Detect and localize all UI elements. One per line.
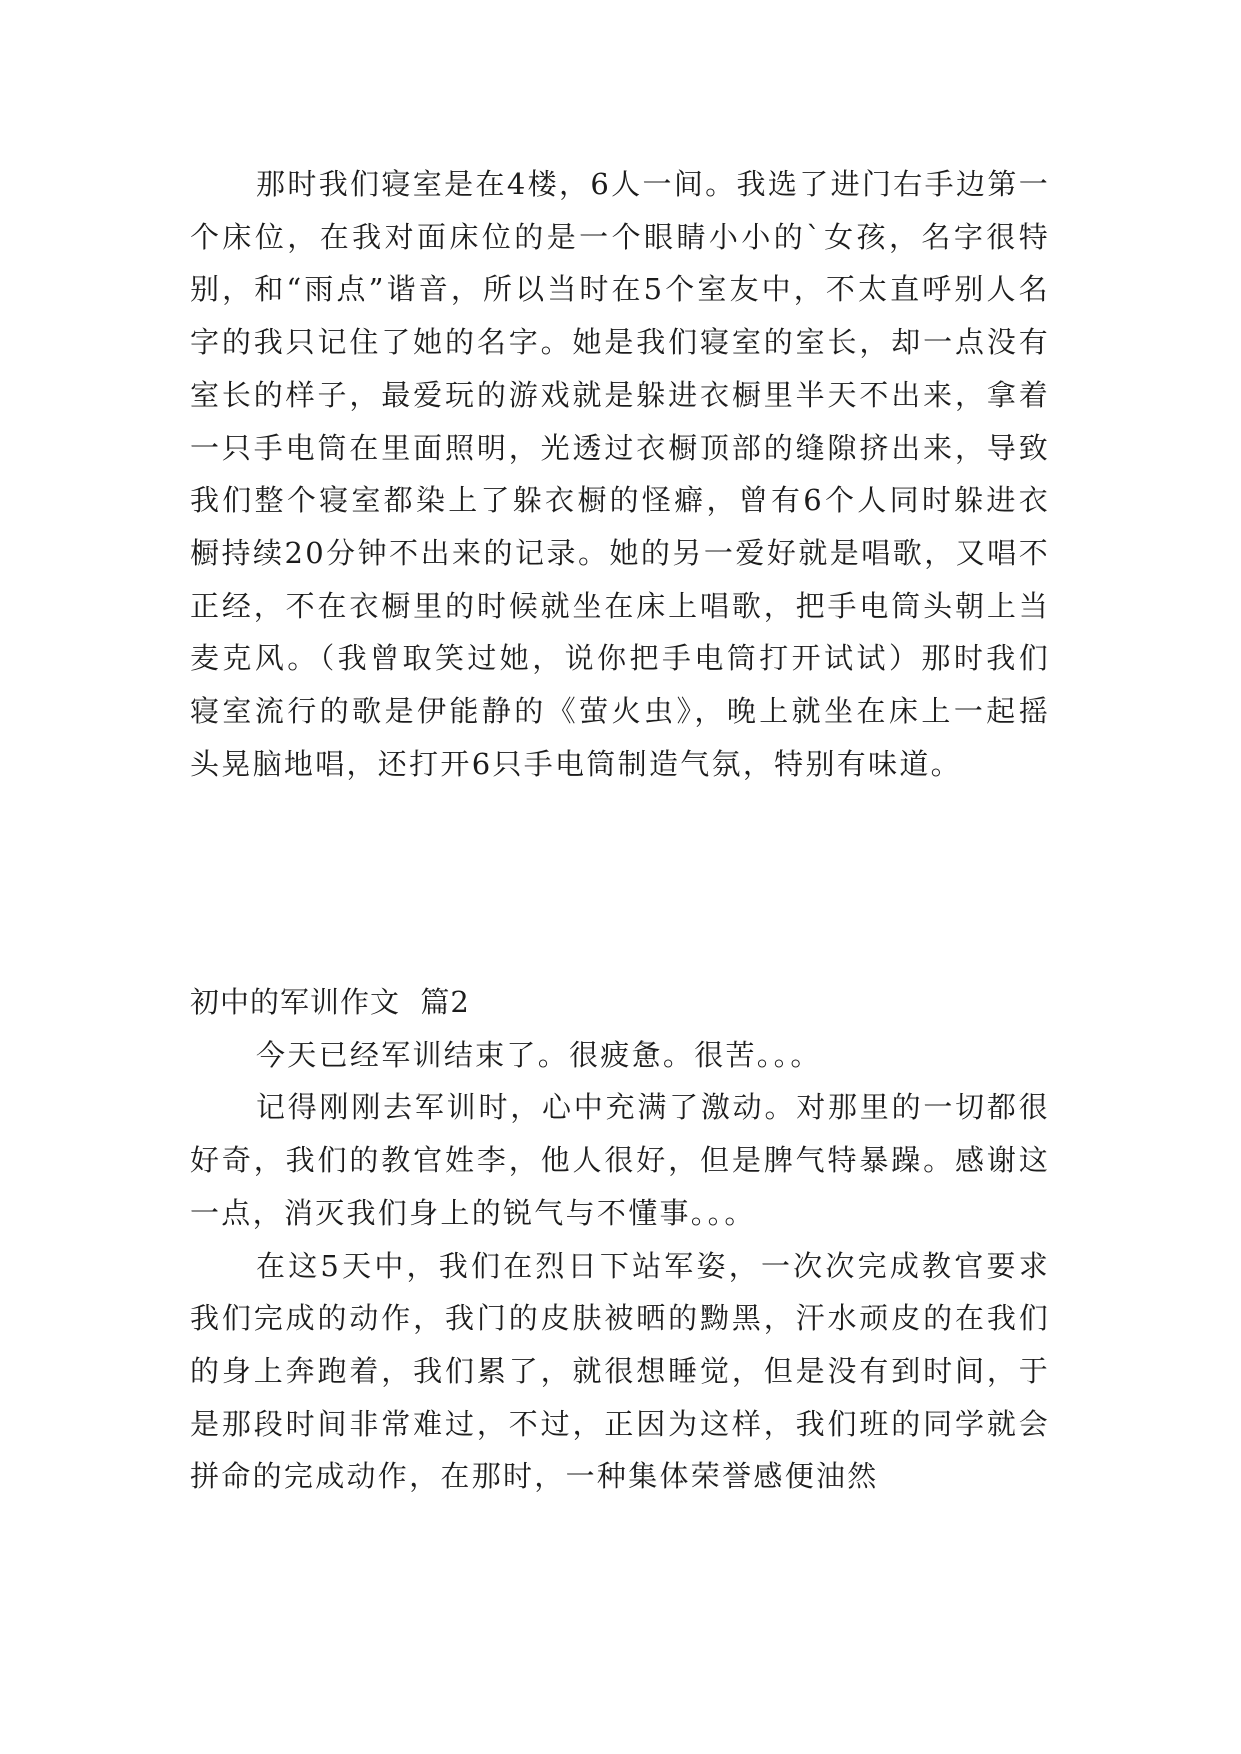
essay-section-1 <box>190 158 1050 790</box>
paragraph: 在这5天中，我们在烈日下站军姿，一次次完成教官要求我们完成的动作，我门的皮肤被晒的黝黑，汗水顽皮的在我们的身上奔跑着，我们累了，就很想睡觉，但是没有到时间，于是那段时间非常难过，不过，正因为这样，我们班的同学就会拼命的完成动作，在那时，一种集体荣誉感便油然 <box>190 1248 1050 1494</box>
essay-heading: 初中的军训作文 篇2 <box>190 985 470 1019</box>
paragraph: 那时我们寝室是在4楼，6人一间。我选了进门右手边第一个床位，在我对面床位的是一个眼睛小小的`女孩，名字很特别，和“雨点”谐音，所以当时在5个室友中，不太直呼别人名字的我只记住了她的名字。她是我们寝室的室长，却一点没有室长的样子，最爱玩的游戏就是躲进衣橱里半天不出来，拿着一只手电筒在里面照明，光透过衣橱顶部的缝隙挤出来，导致我们整个寝室都染上了躲衣橱的怪癖，曾有6个人同时躲进衣橱持续20分钟不出来的记录。她的另一爱好就是唱歌，又唱不正经，不在衣橱里的时候就坐在床上唱歌，把手电筒头朝上当麦克风。（我曾取笑过她，说你把手电筒打开试试）那时我们寝室流行的歌是伊能静的《萤火虫》，晚上就坐在床上一起摇头晃脑地唱，还打开6只手电筒制造气氛，特别有味道。 <box>190 167 1050 781</box>
paragraph: 今天已经军训结束了。很疲惫。很苦。。。 <box>256 1037 822 1072</box>
essay-section-2 <box>190 976 1050 1503</box>
paragraph: 记得刚刚去军训时，心中充满了激动。对那里的一切都很好奇，我们的教官姓李，他人很好，但是脾气特暴躁。感谢这一点，消灭我们身上的锐气与不懂事。。。 <box>190 1090 1050 1230</box>
